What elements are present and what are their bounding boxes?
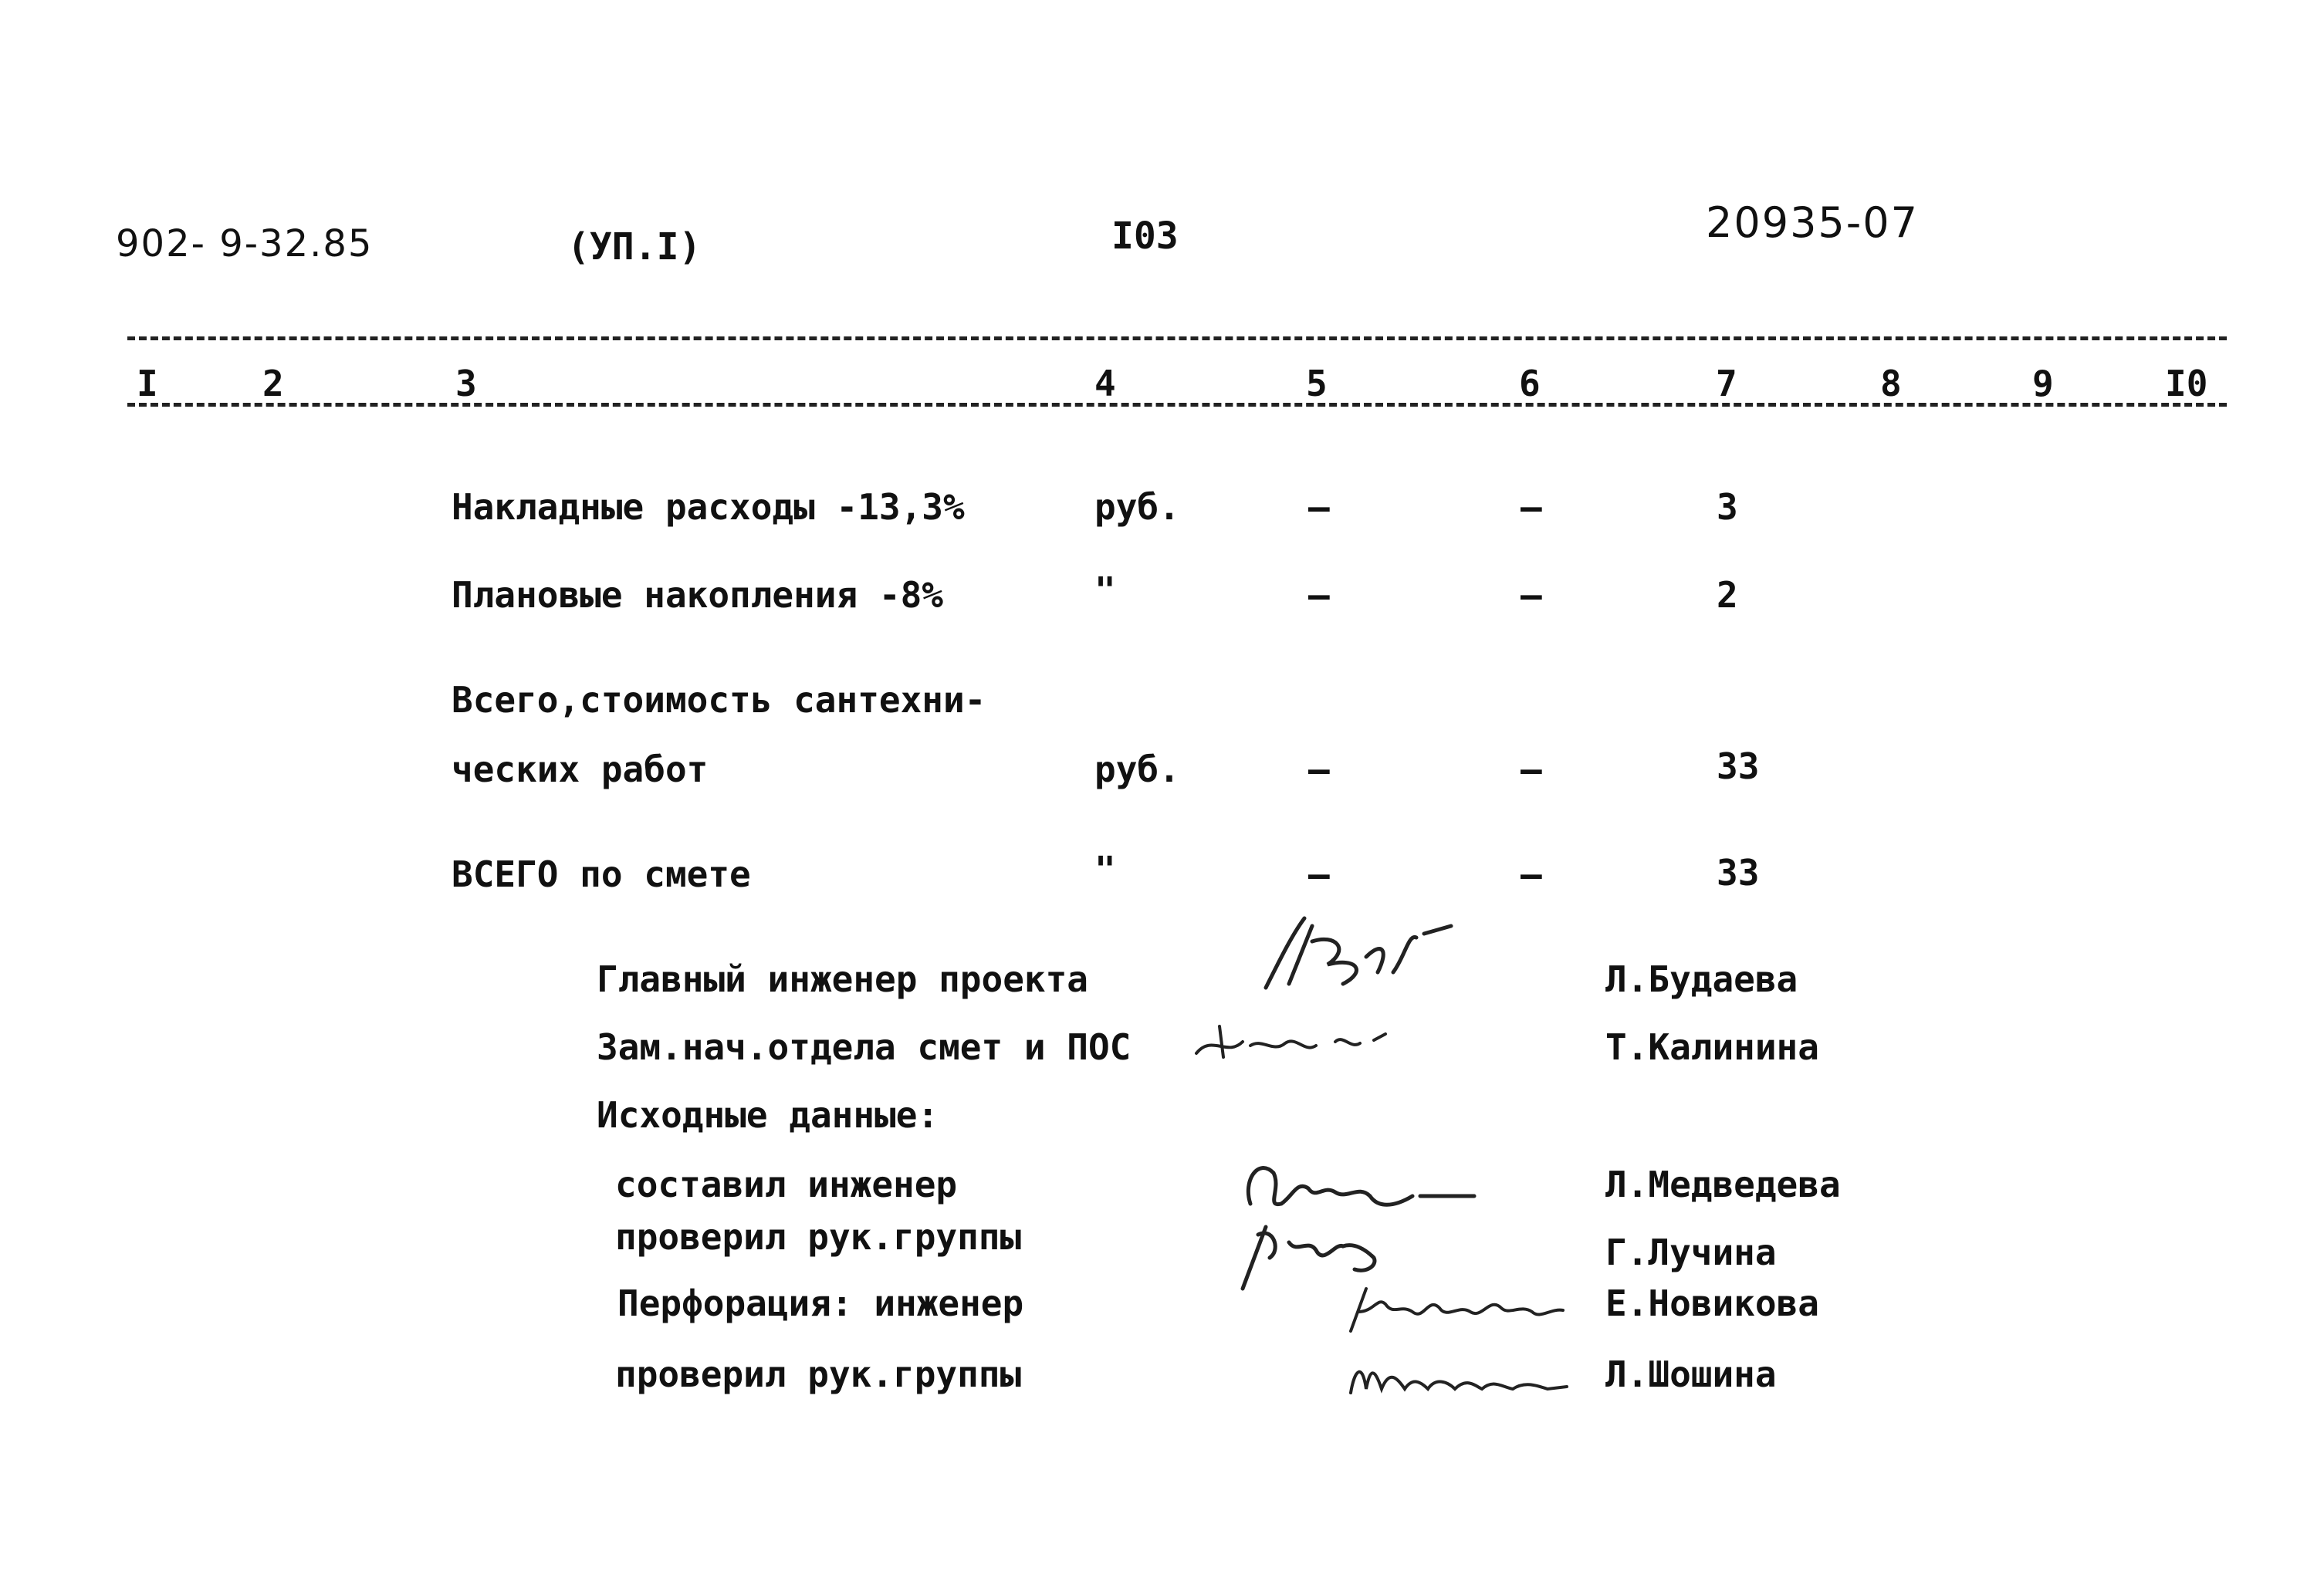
- row-name-line2: ческих работ: [452, 749, 709, 790]
- column-header: 8: [1880, 363, 1902, 404]
- column-header: 5: [1306, 363, 1328, 404]
- row-col6: –: [1521, 853, 1542, 895]
- handwritten-signature: [1227, 1150, 1490, 1219]
- row-name: Накладные расходы -13,3%: [452, 486, 965, 528]
- column-header: 3: [455, 363, 477, 404]
- row-col7: 3: [1717, 486, 1738, 528]
- row-col7: 33: [1717, 852, 1760, 894]
- row-name-line1: Всего,стоимость сантехни-: [452, 679, 986, 721]
- signature-role: проверил рук.группы: [615, 1216, 1022, 1258]
- row-unit: руб.: [1094, 486, 1180, 528]
- row-name: Плановые накопления -8%: [452, 574, 943, 616]
- signature-role: Зам.нач.отдела смет и ПОС: [597, 1026, 1132, 1068]
- inventory-number: 20935-07: [1706, 198, 1919, 247]
- row-col5: –: [1308, 486, 1330, 528]
- handwritten-signature: [1339, 1347, 1571, 1408]
- doc-code: 902- 9-32.85: [116, 222, 374, 265]
- signature-name: Л.Медведева: [1605, 1164, 1841, 1205]
- row-unit: ": [1094, 569, 1116, 611]
- header-top-rule: [127, 336, 2227, 340]
- column-header: 6: [1519, 363, 1541, 404]
- handwritten-signature: [1250, 911, 1466, 1003]
- signature-name: Г.Лучина: [1605, 1232, 1777, 1273]
- row-col5: –: [1308, 749, 1330, 790]
- row-col7: 2: [1717, 574, 1738, 616]
- row-col5: –: [1308, 853, 1330, 895]
- signature-name: Л.Будаева: [1605, 958, 1798, 1000]
- signature-name: Е.Новикова: [1605, 1282, 1819, 1324]
- row-col6: –: [1521, 574, 1542, 616]
- page-number: I03: [1111, 215, 1179, 258]
- row-name: ВСЕГО по смете: [452, 853, 751, 895]
- section-code: (УП.I): [567, 225, 702, 269]
- source-data-label: Исходные данные:: [597, 1094, 939, 1136]
- signature-name: Т.Калинина: [1605, 1026, 1819, 1068]
- column-header: I: [137, 363, 158, 404]
- handwritten-signature: [1189, 1011, 1405, 1073]
- header-bottom-rule: [127, 403, 2227, 407]
- row-col7: 33: [1717, 745, 1760, 787]
- row-unit: руб.: [1094, 749, 1180, 790]
- column-header: I0: [2165, 363, 2208, 404]
- column-header: 2: [262, 363, 284, 404]
- signature-role: Перфорация: инженер: [617, 1282, 1024, 1324]
- row-col6: –: [1521, 749, 1542, 790]
- row-col5: –: [1308, 574, 1330, 616]
- column-header: 7: [1716, 363, 1737, 404]
- signature-name: Л.Шошина: [1605, 1353, 1777, 1395]
- column-header: 9: [2032, 363, 2054, 404]
- signature-role: проверил рук.группы: [615, 1353, 1022, 1395]
- signature-role: составил инженер: [615, 1164, 958, 1205]
- column-header: 4: [1094, 363, 1116, 404]
- row-col6: –: [1521, 486, 1542, 528]
- row-unit: ": [1094, 849, 1116, 890]
- handwritten-signature: [1339, 1273, 1571, 1343]
- signature-role: Главный инженер проекта: [597, 958, 1088, 1000]
